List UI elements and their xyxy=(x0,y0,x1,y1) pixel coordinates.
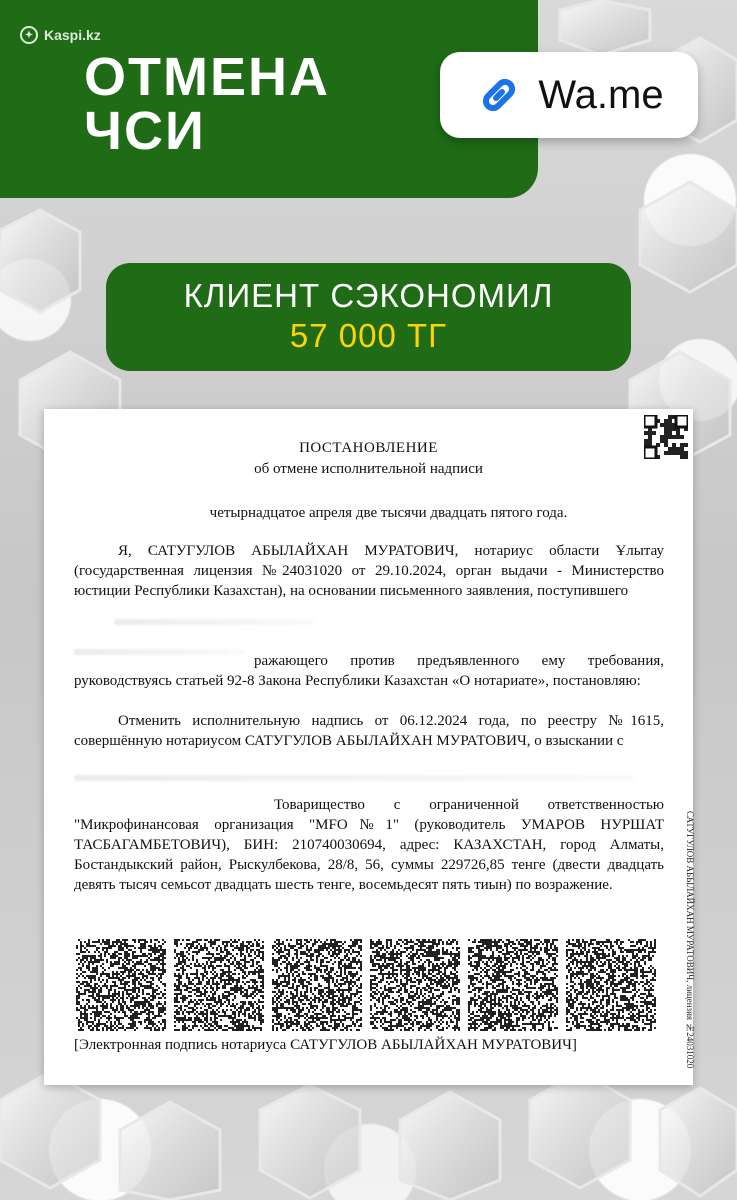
document-paragraph: Отменить исполнительную надпись от 06.12.2024 года, по реестру №1615, совершённую нотариусом САТУГУЛОВ АБЫЛАЙХАН МУРАТОВИЧ, о взыскании с xyxy=(74,713,664,749)
redacted-line xyxy=(114,619,314,625)
title-line-2: ЧСИ xyxy=(84,101,206,161)
qr-code-icon xyxy=(76,939,166,1031)
redacted-line xyxy=(74,775,634,781)
qr-code-icon xyxy=(272,939,362,1031)
watermark xyxy=(20,26,101,44)
document-subtitle: об отмене исполнительной надписи xyxy=(254,461,483,477)
savings-banner xyxy=(106,263,631,371)
document-paragraph: Я, САТУГУЛОВ АБЫЛАЙХАН МУРАТОВИЧ, нотариус области Ұлытау (государственная лицензия №24031020 от 29.10.2024, орган выдачи - Министерство юстиции Республики Казахстан), на основании письменного заявления, поступившего xyxy=(74,543,664,599)
link-icon xyxy=(474,70,524,120)
qr-code-icon xyxy=(468,939,558,1031)
banner-amount: 57 000 ТГ xyxy=(289,317,448,354)
qr-code-icon xyxy=(566,939,656,1031)
document-title: ПОСТАНОВЛЕНИЕ xyxy=(299,440,438,456)
qr-code-icon xyxy=(174,939,264,1031)
wame-label: Wa.me xyxy=(538,72,664,117)
document-paragraph: Товарищество с ограниченной ответственностью "Микрофинансовая организация "MFO№1" (руководитель УМАРОВ НУРШАТ ТАСБАГАМБЕТОВИЧ), БИН: 210740030694, адрес: КАЗАХСТАН, город Алматы, Бостандыкский район, Рыскулбекова, 28/8, 56, суммы 229726,85 тенге (двести двадцать девять тысяч семьсот двадцать шесть тенге, восемьдесят пять тиын) по возражение. xyxy=(74,797,664,893)
side-stamp-text: САТУГУЛОВ АБЫЛАЙХАН МУРАТОВИЧ, лицензия №24031020 xyxy=(685,811,695,1069)
wame-link-badge[interactable] xyxy=(440,52,698,138)
page-title xyxy=(84,47,330,161)
banner-headline: КЛИЕНТ СЭКОНОМИЛ xyxy=(183,277,554,314)
electronic-signature: [Электронная подпись нотариуса САТУГУЛОВ АБЫЛАЙХАН МУРАТОВИЧ] xyxy=(74,1037,577,1053)
watermark-text: Kaspi.kz xyxy=(44,27,101,43)
document-scan xyxy=(44,409,693,1085)
title-line-1: ОТМЕНА xyxy=(84,47,330,107)
qr-code-icon xyxy=(370,939,460,1031)
signature-qr-row xyxy=(76,939,656,1031)
document-paragraph: ражающего против предъявленного ему требования, руководствуясь статьей 92-8 Закона Республики Казахстан «О нотариате», постановляю: xyxy=(74,653,664,689)
document-date: четырнадцатое апреля две тысячи двадцать пятого года. xyxy=(209,505,568,521)
kaspi-logo-icon: ✦ xyxy=(20,26,38,44)
